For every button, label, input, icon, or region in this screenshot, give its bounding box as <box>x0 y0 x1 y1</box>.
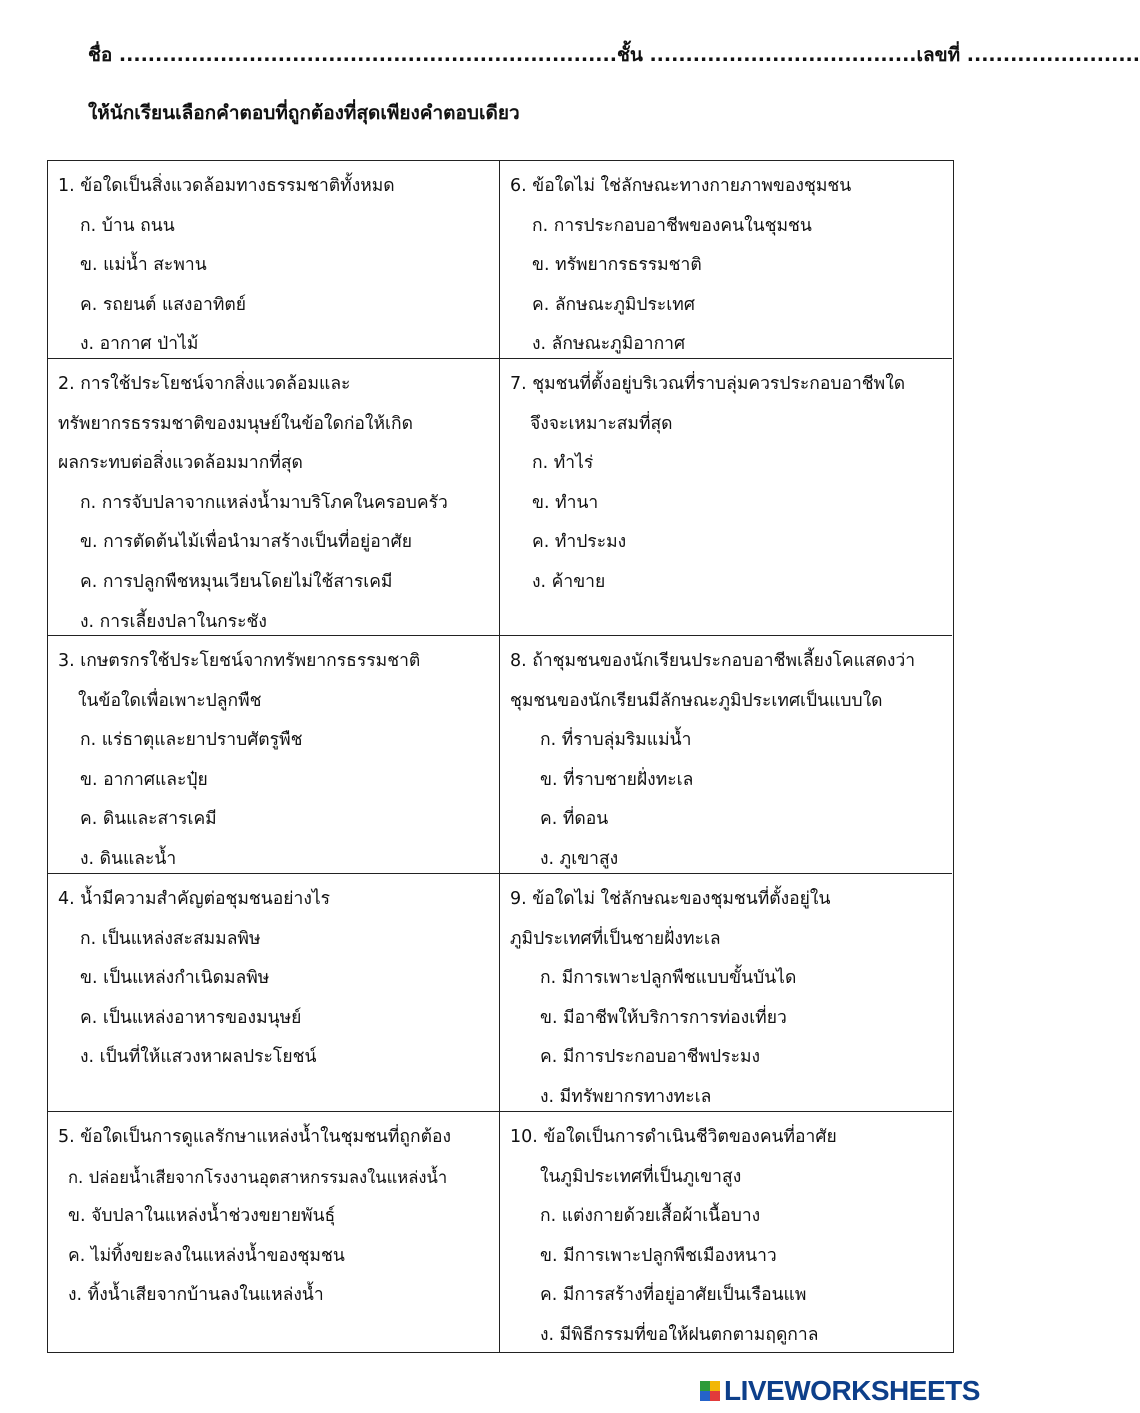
choice[interactable]: ง. ภูเขาสูง <box>540 848 619 869</box>
question-text: 3. เกษตรกรใช้ประโยชน์จากทรัพยากรธรรมชาติ <box>58 651 421 671</box>
choice[interactable]: ง. มีทรัพยากรทางทะเล <box>540 1086 712 1107</box>
choice[interactable]: ก. เป็นแหล่งสะสมมลพิษ <box>80 928 261 949</box>
choice[interactable]: ก. บ้าน ถนน <box>80 215 175 236</box>
choice[interactable]: ค. ที่ดอน <box>540 809 609 830</box>
choice[interactable]: ก. การประกอบอาชีพของคนในชุมชน <box>532 215 812 236</box>
question-text: 9. ข้อใดไม่ ใช่ลักษณะของชุมชนที่ตั้งอยู่ใน <box>510 889 831 909</box>
question-text: 6. ข้อใดไม่ ใช่ลักษณะทางกายภาพของชุมชน <box>510 176 852 196</box>
choice[interactable]: ก. ปล่อยน้ำเสียจากโรงงานอุตสาหกรรมลงในแหล่งน้ำ <box>68 1167 448 1187</box>
choice[interactable]: ง. มีพิธีกรรมที่ขอให้ฝนตกตามฤดูกาล <box>540 1324 819 1345</box>
question-text: ภูมิประเทศที่เป็นชายฝั่งทะเล <box>510 928 721 949</box>
question-7 <box>500 359 952 636</box>
choice[interactable]: ค. ดินและสารเคมี <box>80 809 217 830</box>
question-6 <box>500 161 952 359</box>
question-text: 2. การใช้ประโยชน์จากสิ่งแวดล้อมและ <box>58 374 351 394</box>
logo-blocks-icon <box>700 1381 720 1401</box>
question-text: 8. ถ้าชุมชนของนักเรียนประกอบอาชีพเลี้ยงโคแสดงว่า <box>510 651 916 671</box>
question-grid <box>47 160 954 1353</box>
choice[interactable]: ก. แต่งกายด้วยเสื้อผ้าเนื้อบาง <box>540 1206 761 1227</box>
question-3 <box>48 636 500 874</box>
choice[interactable]: ค. เป็นแหล่งอาหารของมนุษย์ <box>80 1007 302 1028</box>
question-4 <box>48 874 500 1112</box>
choice[interactable]: ข. ทำนา <box>532 492 599 513</box>
choice[interactable]: ข. มีการเพาะปลูกพืชเมืองหนาว <box>540 1245 777 1266</box>
choice[interactable]: ข. ที่ราบชายฝั่งทะเล <box>540 769 694 790</box>
choice[interactable]: ค. มีการประกอบอาชีพประมง <box>540 1047 761 1068</box>
choice[interactable]: ข. มีอาชีพให้บริการการท่องเที่ยว <box>540 1007 787 1028</box>
logo-block <box>710 1391 720 1401</box>
logo-text: LIVEWORKSHEETS <box>724 1375 980 1406</box>
choice[interactable]: ข. ทรัพยากรธรรมชาติ <box>532 255 702 276</box>
choice[interactable]: ง. เป็นที่ให้แสวงหาผลประโยชน์ <box>80 1047 317 1068</box>
choice[interactable]: ก. แร่ธาตุและยาปราบศัตรูพืช <box>80 730 303 751</box>
choice[interactable]: ค. ลักษณะภูมิประเทศ <box>532 294 695 315</box>
logo-block <box>710 1381 720 1391</box>
choice[interactable]: ก. ที่ราบลุ่มริมแม่น้ำ <box>540 730 692 751</box>
question-text: 1. ข้อใดเป็นสิ่งแวดล้อมทางธรรมชาติทั้งหมด <box>58 176 395 196</box>
question-1 <box>48 161 500 359</box>
choice[interactable]: ง. ดินและน้ำ <box>80 848 177 869</box>
choice[interactable]: ข. อากาศและปุ๋ย <box>80 769 208 790</box>
student-info-line: ชื่อ .....................................................................ชั้น .....................................เลขที่ ........................ <box>88 44 1140 66</box>
choice[interactable]: ง. ค้าขาย <box>532 571 606 592</box>
choice[interactable]: ง. การเลี้ยงปลาในกระชัง <box>80 611 267 632</box>
logo-block <box>700 1381 710 1391</box>
question-10 <box>500 1112 952 1352</box>
question-text: ชุมชนของนักเรียนมีลักษณะภูมิประเทศเป็นแบบใด <box>510 690 883 711</box>
choice[interactable]: ค. ไม่ทิ้งขยะลงในแหล่งน้ำของชุมชน <box>68 1245 345 1266</box>
choice[interactable]: ค. การปลูกพืชหมุนเวียนโดยไม่ใช้สารเคมี <box>80 571 393 592</box>
choice[interactable]: ข. การตัดต้นไม้เพื่อนำมาสร้างเป็นที่อยู่อาศัย <box>80 532 412 553</box>
choice[interactable]: ข. เป็นแหล่งกำเนิดมลพิษ <box>80 968 270 989</box>
choice[interactable]: ง. อากาศ ป่าไม้ <box>80 334 199 355</box>
choice[interactable]: ก. ทำไร่ <box>532 453 594 474</box>
choice[interactable]: ค. รถยนต์ แสงอาทิตย์ <box>80 294 246 315</box>
question-text: ในภูมิประเทศที่เป็นภูเขาสูง <box>540 1166 742 1187</box>
instruction-text: ให้นักเรียนเลือกคำตอบที่ถูกต้องที่สุดเพียงคำตอบเดียว <box>88 102 520 124</box>
choice[interactable]: ง. ลักษณะภูมิอากาศ <box>532 334 686 355</box>
liveworksheets-logo[interactable] <box>700 1374 980 1408</box>
question-5 <box>48 1112 500 1352</box>
question-text: 5. ข้อใดเป็นการดูแลรักษาแหล่งน้ำในชุมชนที่ถูกต้อง <box>58 1127 452 1147</box>
question-text: 10. ข้อใดเป็นการดำเนินชีวิตของคนที่อาศัย <box>510 1127 837 1147</box>
question-text: ทรัพยากรธรรมชาติของมนุษย์ในข้อใดก่อให้เกิด <box>58 413 413 434</box>
choice[interactable]: ค. มีการสร้างที่อยู่อาศัยเป็นเรือนแพ <box>540 1285 807 1306</box>
choice[interactable]: ค. ทำประมง <box>532 532 627 553</box>
question-2 <box>48 359 500 636</box>
choice[interactable]: ง. ทิ้งน้ำเสียจากบ้านลงในแหล่งน้ำ <box>68 1285 324 1306</box>
question-text: 4. น้ำมีความสำคัญต่อชุมชนอย่างไร <box>58 889 331 909</box>
question-text: ผลกระทบต่อสิ่งแวดล้อมมากที่สุด <box>58 453 303 474</box>
choice[interactable]: ก. มีการเพาะปลูกพืชแบบขั้นบันได <box>540 968 797 989</box>
question-text: จึงจะเหมาะสมที่สุด <box>530 413 673 434</box>
question-text: 7. ชุมชนที่ตั้งอยู่บริเวณที่ราบลุ่มควรประกอบอาชีพใด <box>510 374 906 394</box>
question-8 <box>500 636 952 874</box>
question-text: ในข้อใดเพื่อเพาะปลูกพืช <box>78 690 262 711</box>
choice[interactable]: ข. จับปลาในแหล่งน้ำช่วงขยายพันธุ์ <box>68 1206 336 1227</box>
choice[interactable]: ก. การจับปลาจากแหล่งน้ำมาบริโภคในครอบครัว <box>80 492 448 513</box>
choice[interactable]: ข. แม่น้ำ สะพาน <box>80 255 207 276</box>
question-9 <box>500 874 952 1112</box>
logo-block <box>700 1391 710 1401</box>
